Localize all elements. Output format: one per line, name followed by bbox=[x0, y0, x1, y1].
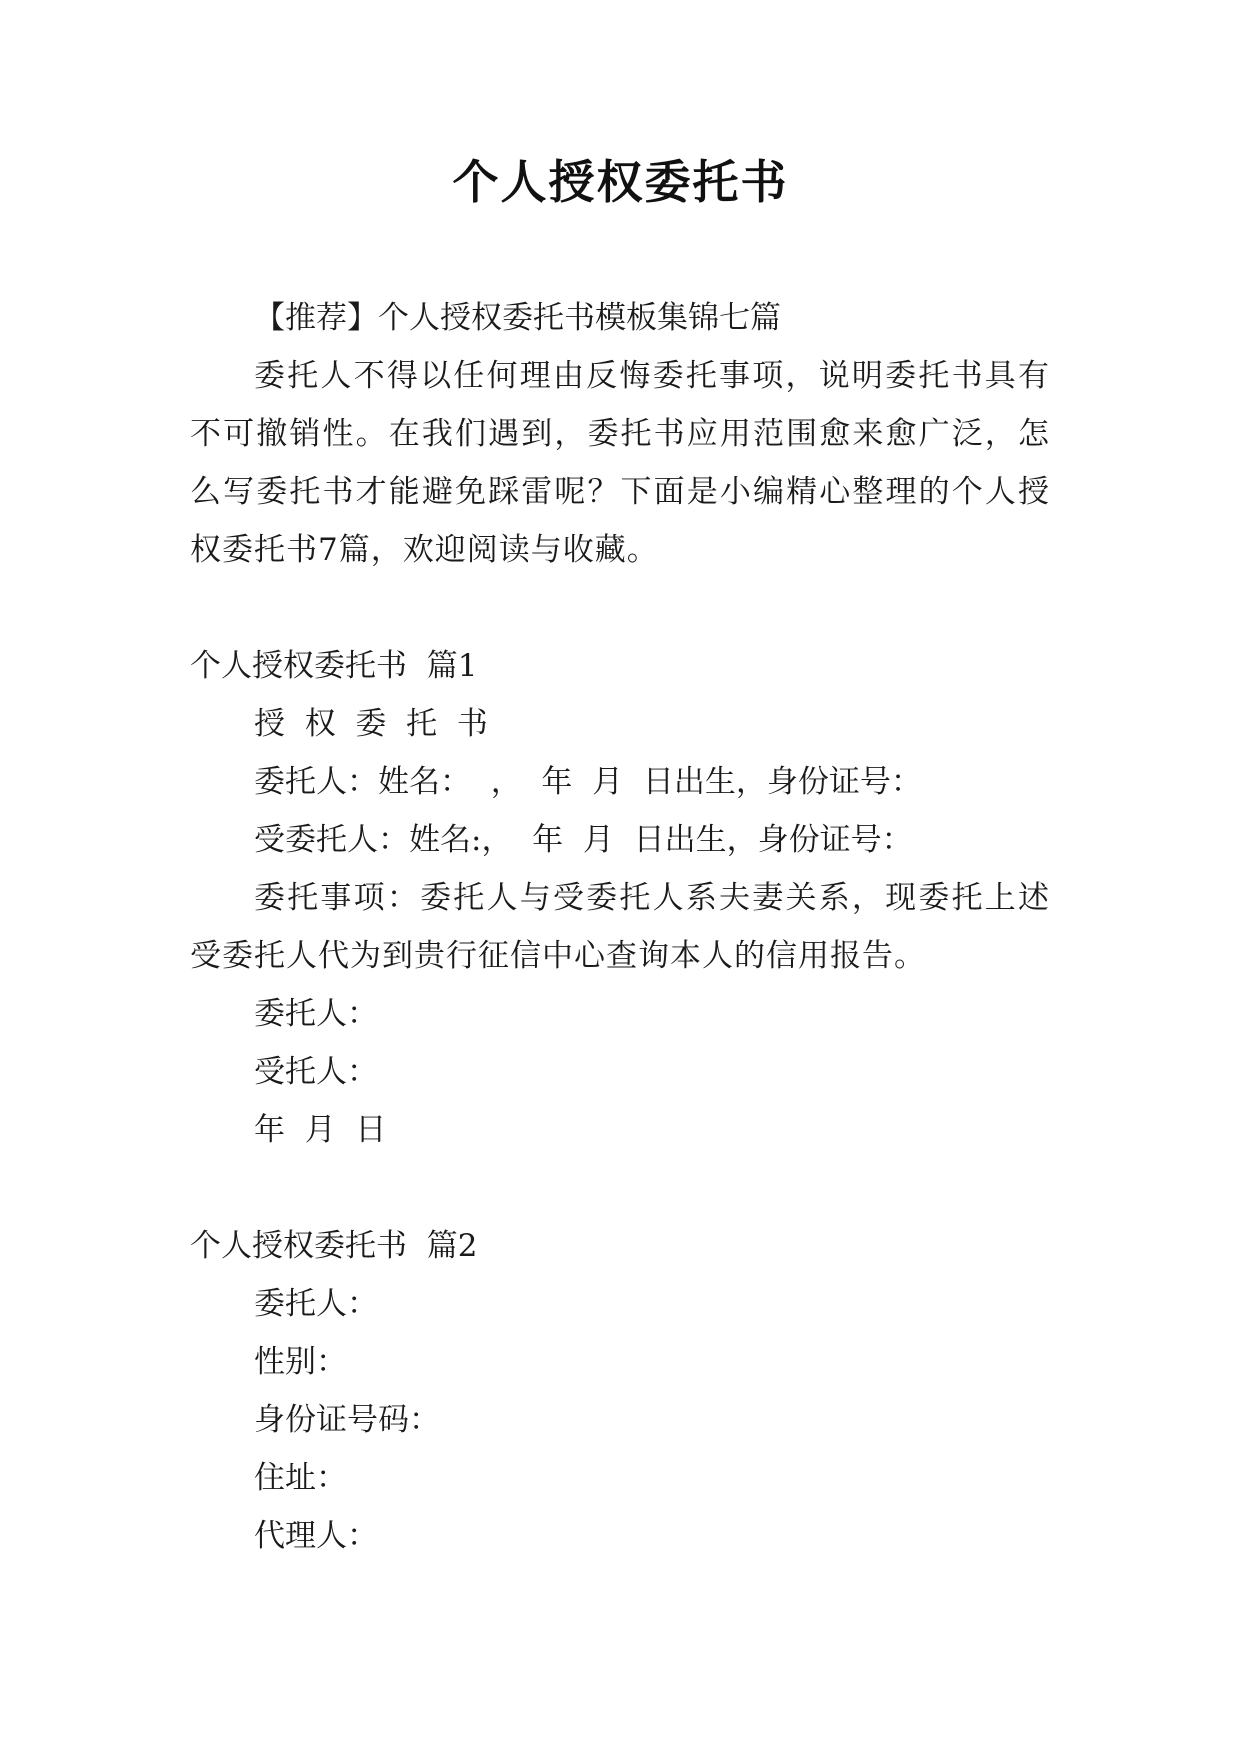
principal-signature-line: 委托人： bbox=[254, 996, 378, 1032]
agent-signature-line: 受托人： bbox=[254, 1054, 378, 1090]
form-field-line: 身份证号码： bbox=[254, 1402, 440, 1438]
recommend-line: 【推荐】个人授权委托书模板集锦七篇 bbox=[254, 300, 781, 336]
form-field-line: 住址： bbox=[254, 1460, 347, 1496]
section-heading: 个人授权委托书 篇1 bbox=[190, 648, 478, 684]
document-title: 个人授权委托书 bbox=[452, 155, 789, 209]
date-line: 年 月 日 bbox=[254, 1112, 387, 1148]
form-field-line: 性别： bbox=[254, 1344, 347, 1380]
document-body bbox=[190, 289, 1050, 1565]
letter-title: 授 权 委 托 书 bbox=[254, 706, 488, 742]
agent-line: 受委托人：姓名:， 年 月 日出生，身份证号： bbox=[254, 822, 913, 858]
form-field-line: 委托人： bbox=[254, 1286, 378, 1322]
principal-line: 委托人：姓名： ， 年 月 日出生，身份证号： bbox=[254, 764, 922, 800]
intro-paragraph: 委托人不得以任何理由反悔委托事项，说明委托书具有不可撤销性。在我们遇到，委托书应用范围愈来愈广泛，怎么写委托书才能避免踩雷呢？下面是小编精心整理的个人授权委托书7篇，欢迎阅读与收藏。 bbox=[190, 358, 1050, 568]
matter-paragraph: 委托事项：委托人与受委托人系夫妻关系，现委托上述受委托人代为到贵行征信中心查询本人的信用报告。 bbox=[190, 880, 1050, 974]
section-heading: 个人授权委托书 篇2 bbox=[190, 1228, 478, 1264]
form-field-line: 代理人： bbox=[254, 1518, 378, 1554]
